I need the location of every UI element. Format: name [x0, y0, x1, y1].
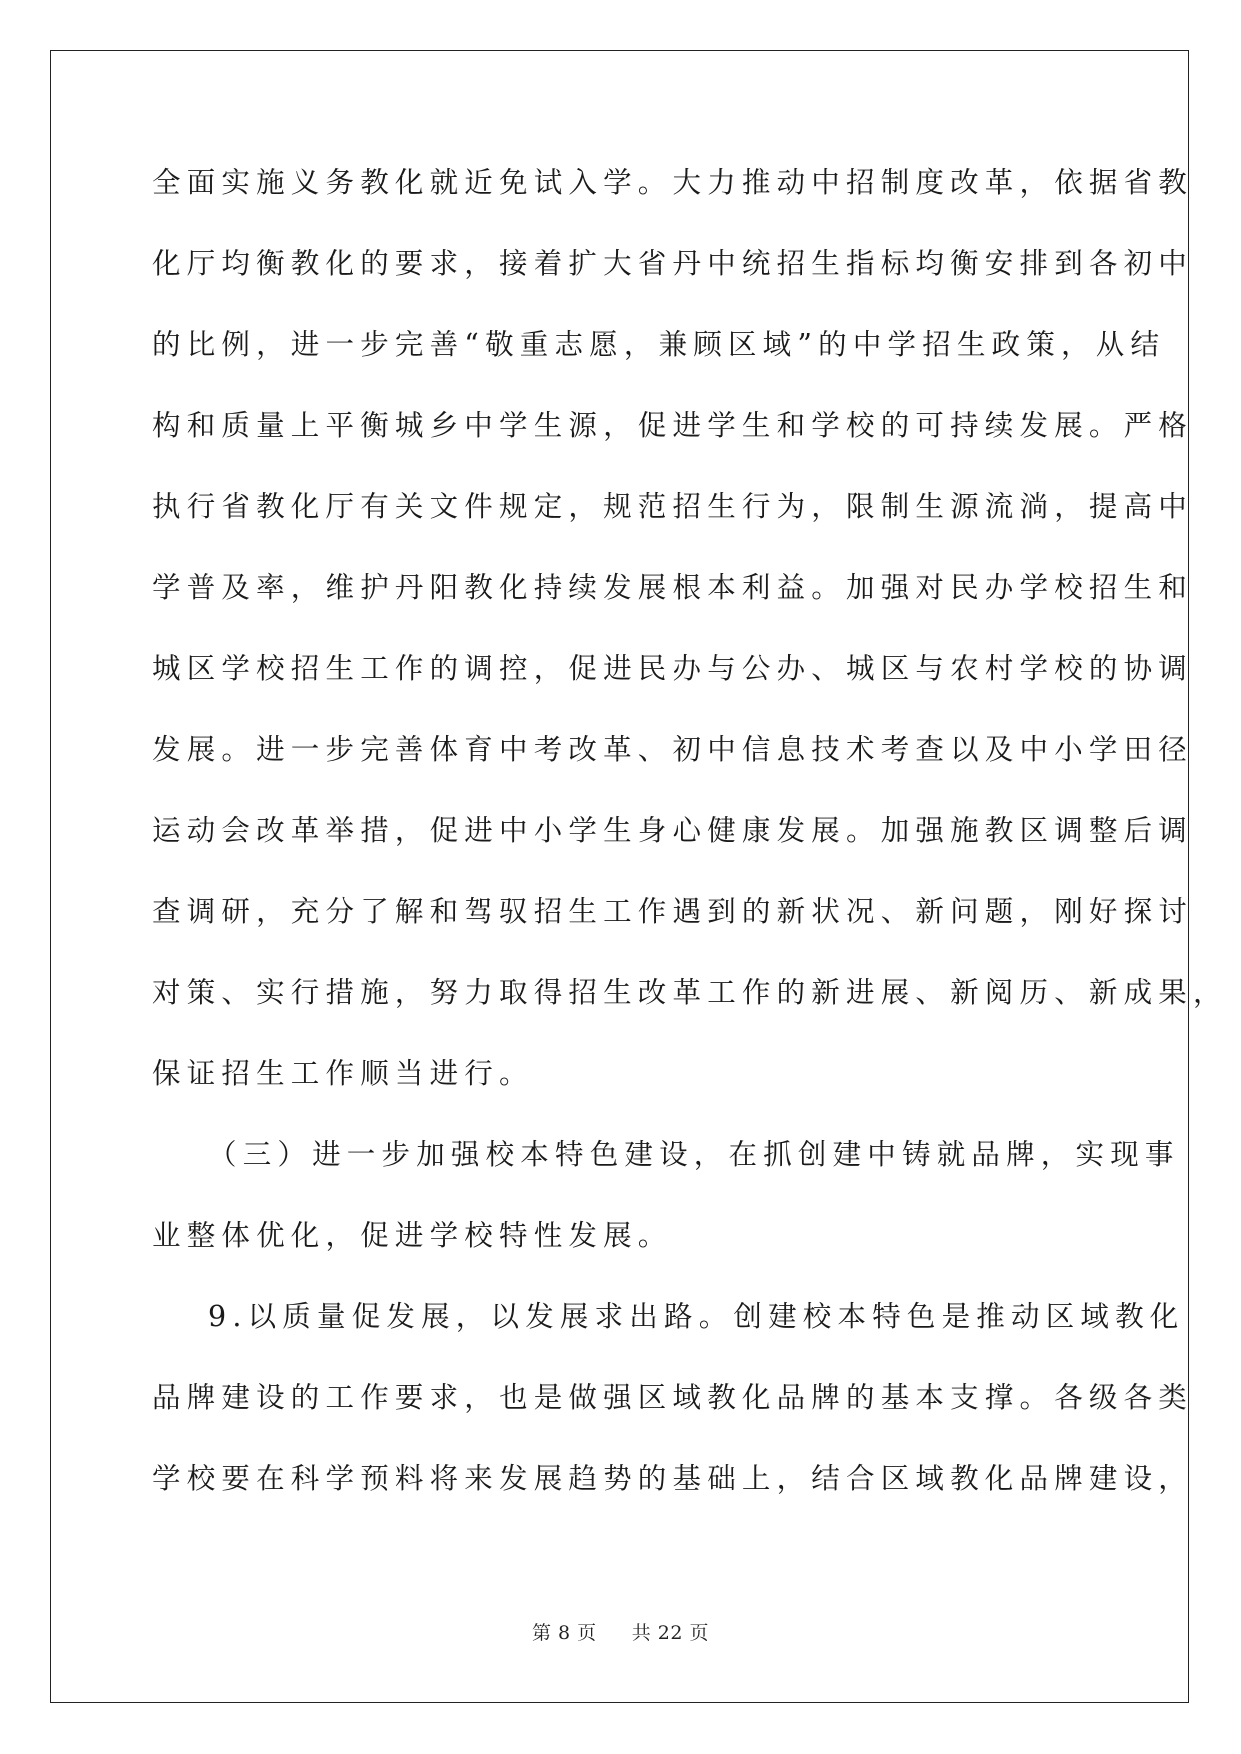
text-line: 学校要在科学预料将来发展趋势的基础上，结合区域教化品牌建设， — [152, 1462, 1194, 1495]
text-line: 发展。进一步完善体育中考改革、初中信息技术考查以及中小学田径 — [152, 733, 1194, 766]
text-line: 全面实施义务教化就近免试入学。大力推动中招制度改革，依据省教 — [152, 166, 1194, 199]
page-number: 第 8 页 — [531, 1622, 597, 1644]
text-line: 品牌建设的工作要求，也是做强区域教化品牌的基本支撑。各级各类 — [152, 1381, 1194, 1414]
page-total: 共 22 页 — [631, 1622, 710, 1644]
text-line: 学普及率，维护丹阳教化持续发展根本利益。加强对民办学校招生和 — [152, 571, 1194, 604]
text-line: 对策、实行措施，努力取得招生改革工作的新进展、新阅历、新成果， — [152, 976, 1228, 1009]
text-line: 执行省教化厅有关文件规定，规范招生行为，限制生源流淌，提高中 — [152, 490, 1194, 523]
text-line: 查调研，充分了解和驾驭招生工作遇到的新状况、新问题，刚好探讨 — [152, 895, 1194, 928]
text-line: 9.以质量促发展，以发展求出路。创建校本特色是推动区域教化 — [208, 1300, 1185, 1333]
page-border — [50, 50, 1189, 1703]
section-heading-line: （三）进一步加强校本特色建设，在抓创建中铸就品牌，实现事 — [208, 1138, 1180, 1171]
text-line: 的比例，进一步完善“敬重志愿，兼顾区域”的中学招生政策，从结 — [152, 328, 1166, 361]
text-line: 保证招生工作顺当进行。 — [152, 1057, 534, 1090]
text-line: 构和质量上平衡城乡中学生源，促进学生和学校的可持续发展。严格 — [152, 409, 1194, 442]
text-line: 运动会改革举措，促进中小学生身心健康发展。加强施教区调整后调 — [152, 814, 1194, 847]
text-line: 化厅均衡教化的要求，接着扩大省丹中统招生指标均衡安排到各初中 — [152, 247, 1194, 280]
section-heading-line: 业整体优化，促进学校特性发展。 — [152, 1219, 673, 1252]
page-footer — [0, 1618, 1241, 1645]
text-line: 城区学校招生工作的调控，促进民办与公办、城区与农村学校的协调 — [152, 652, 1194, 685]
